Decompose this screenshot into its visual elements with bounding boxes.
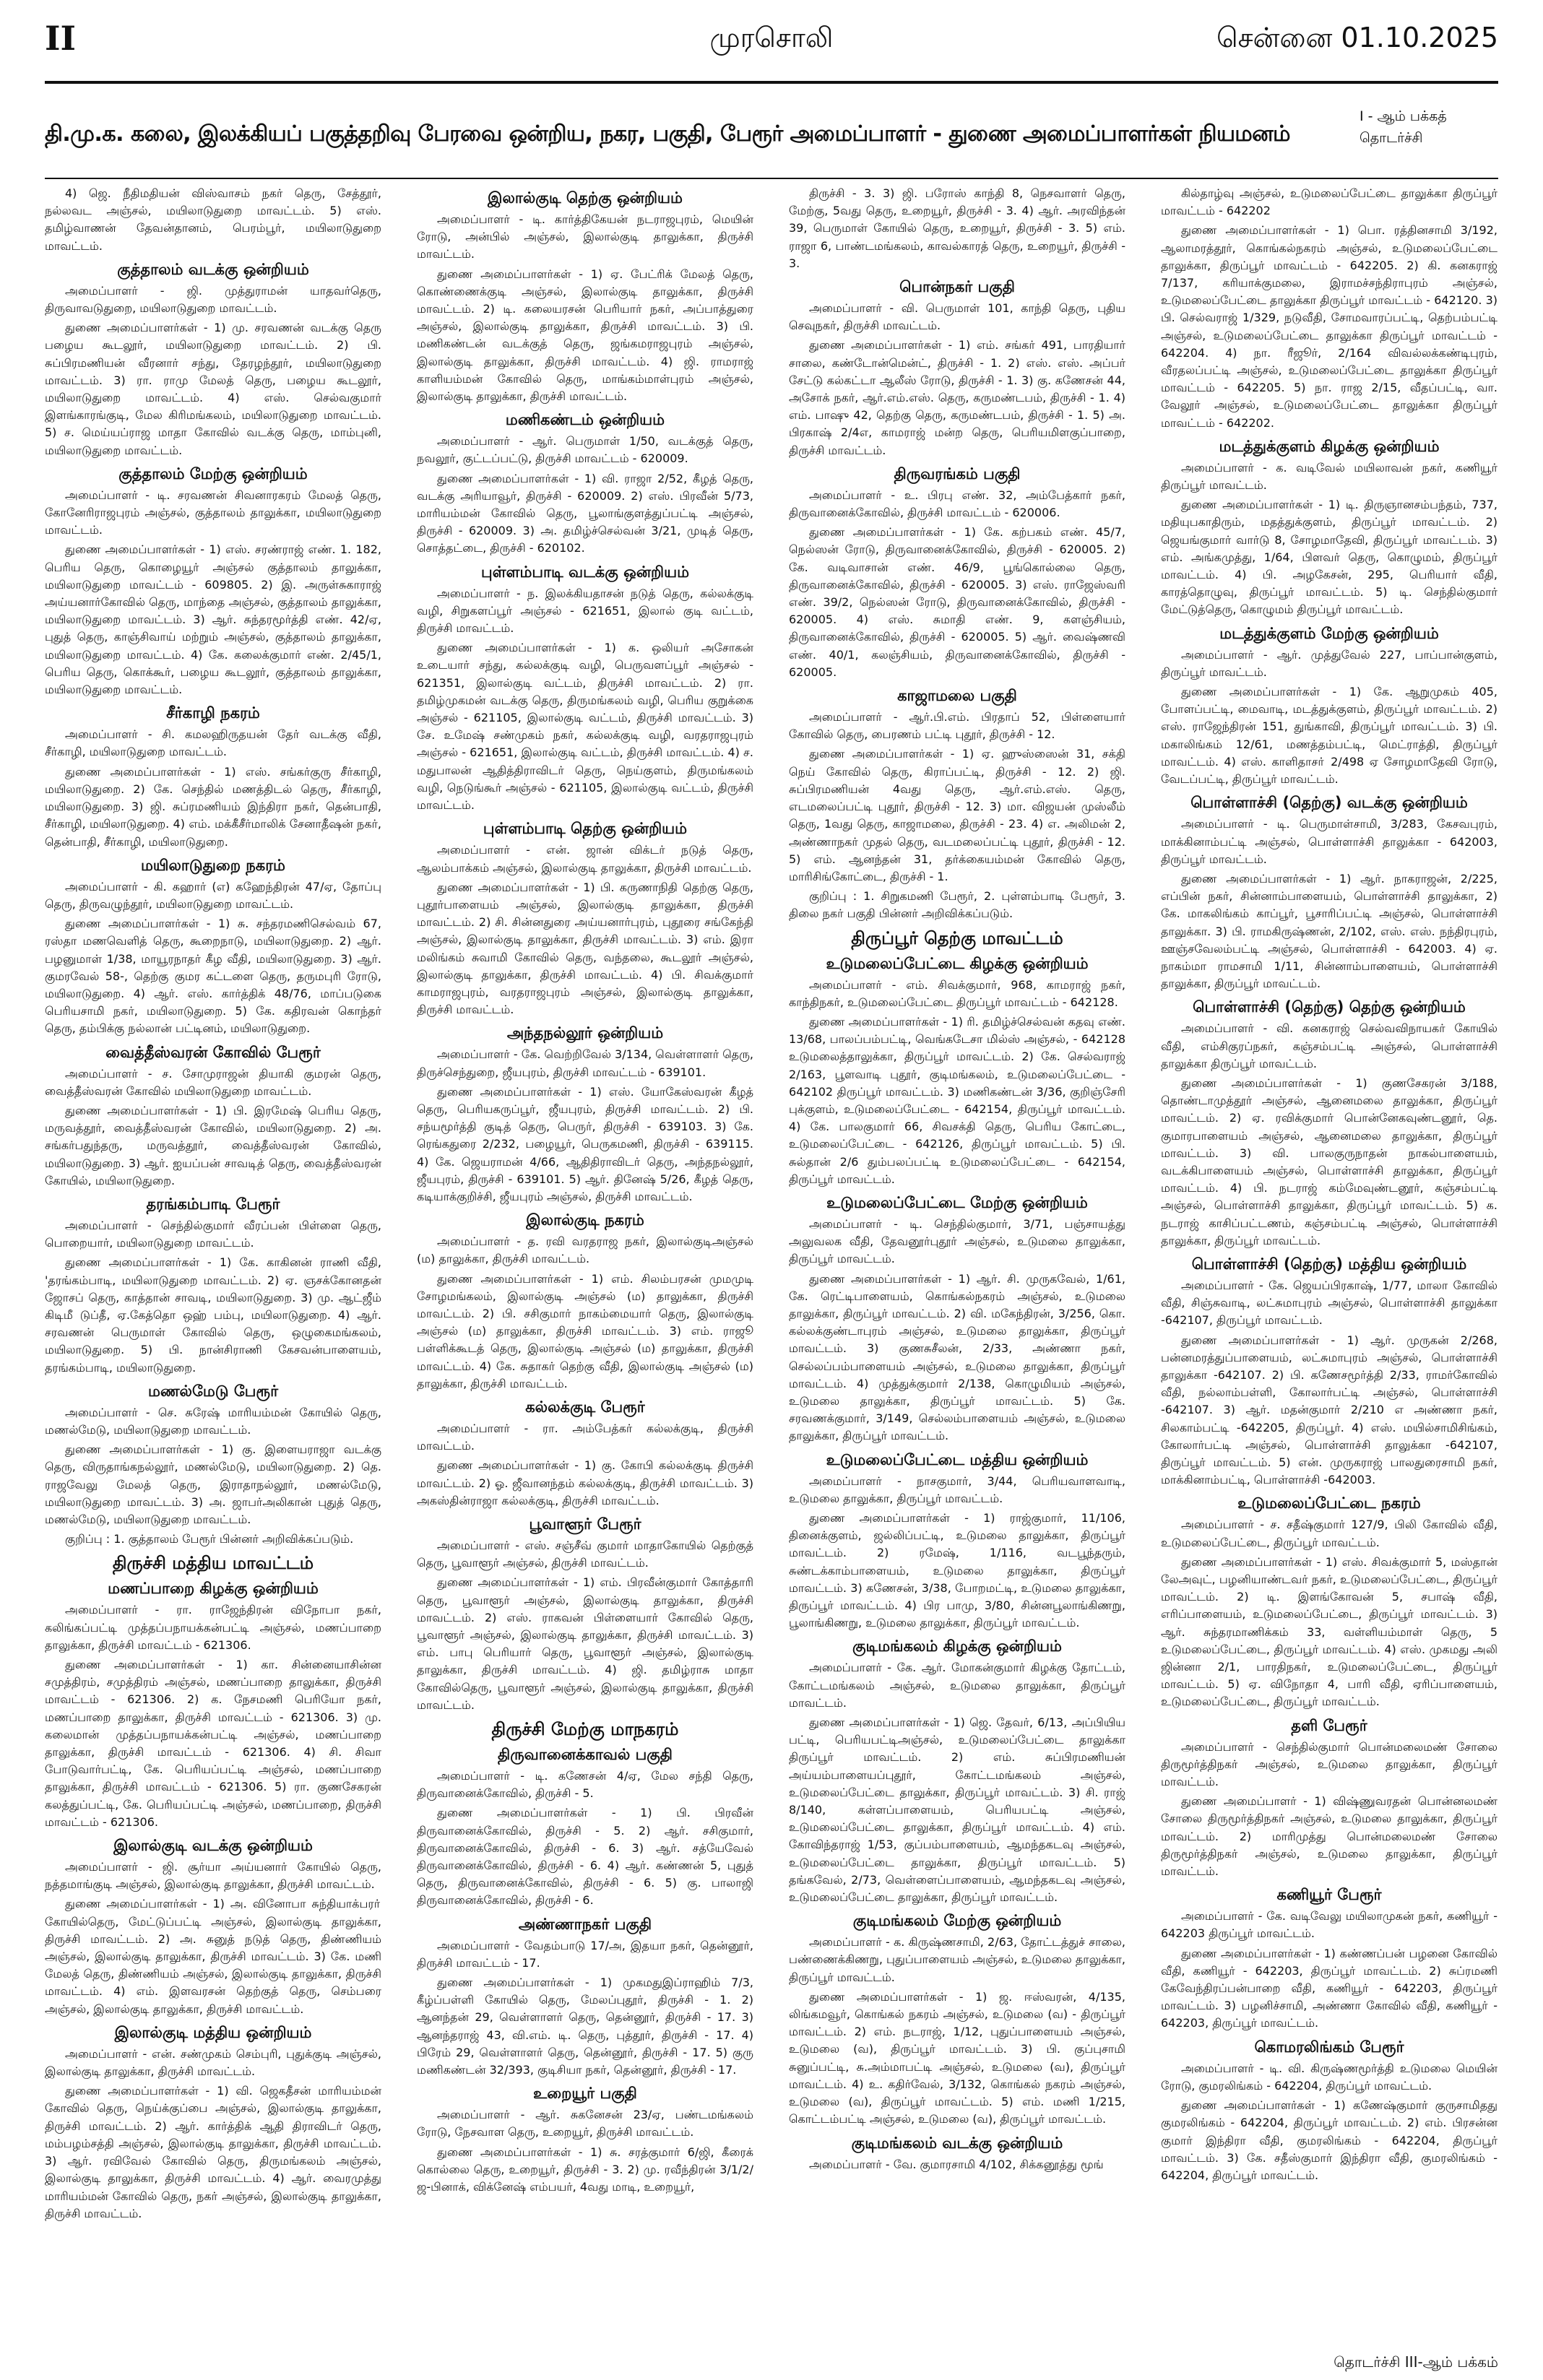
union-section bbox=[1161, 436, 1497, 619]
union-section bbox=[417, 1744, 753, 1910]
section-heading: உடுமலைப்பேட்டை நகரம் bbox=[1237, 1494, 1421, 1513]
section-heading: மணிகண்டம் ஒன்றியம் bbox=[505, 411, 665, 429]
masthead bbox=[45, 13, 1498, 79]
section-heading: மணப்பாறை கிழக்கு ஒன்றியம் bbox=[108, 1580, 319, 1598]
column-4 bbox=[1161, 185, 1497, 2345]
section-heading: காஜாமலை பகுதி bbox=[897, 687, 1017, 705]
appointment-paragraph: அமைப்பாளர் - வே. குமாரசாமி 4/102, சிக்கனூத்து மூங் bbox=[809, 2157, 1104, 2171]
appointment-paragraph: அமைப்பாளர் - ந. இலக்கியதாசன் நடுத் தெரு, கல்லக்குடி வழி, சிறுகளப்பூர் அஞ்சல் - 621651, இலால் குடி வட்டம், திருச்சி மாவட்டம். bbox=[417, 586, 753, 636]
appointment-paragraph: அமைப்பாளர் - வி. பெருமாள் 101, காந்தி தெரு, புதிய செவுநகர், திருச்சி மாவட்டம். bbox=[789, 301, 1125, 333]
union-section bbox=[789, 2133, 1125, 2173]
union-section bbox=[789, 1636, 1125, 1906]
section-heading: மடத்துக்குளம் கிழக்கு ஒன்றியம் bbox=[1219, 437, 1440, 455]
section-heading: குத்தாலம் மேற்கு ஒன்றியம் bbox=[118, 464, 308, 483]
appointment-paragraph: துணை அமைப்பாளர்கள் - 1) ஆர். நாகராஜன், 2/225, எப்பின் நகர், சின்னாம்பாளையம், பொள்ளாச்சி தாலுக்கா, 2) கே. மாகலிங்கம் காப்பூர், பூசாரிப்பட்டி அஞ்சல், பொள்ளாச்சி தாலுக்கா. 3) பி. ராமகிருஷ்ணன், 2/102, எஸ். எஸ். நந்திரபுரம், ஊஞ்சவேலம்பட்டி அஞ்சல், பொள்ளாச்சி - 642003. 4) ஏ. நாகம்மா ராமசாமி 1/11, சின்னாம்பாளையம், பொள்ளாச்சி தாலுக்கா, திருப்பூர் மாவட்டம். bbox=[1161, 871, 1497, 991]
union-section bbox=[789, 464, 1125, 681]
headline: தி.மு.க. கலை, இலக்கியப் பகுத்தறிவு பேரவை ஒன்றிய, நகர, பகுதி, பேரூர் அமைப்பாளர் - துணை அமைப்பாளர்கள் நியமனம் bbox=[45, 121, 1290, 147]
section-heading: திருவரங்கம் பகுதி bbox=[894, 464, 1021, 483]
union-section bbox=[1161, 792, 1497, 992]
appointment-paragraph: துணை அமைப்பாளர்கள் - 1) கு. கோபி கல்லக்குடி திருச்சி மாவட்டம். 2) ஓ. ஜீவானந்தம் கல்லக்குடி, திருச்சி மாவட்டம். 3) அகஸ்தின்ராஜா கல்லக்குடி, திருச்சி மாவட்டம். bbox=[417, 1458, 753, 1507]
section-heading: இலால்குடி வடக்கு ஒன்றியம் bbox=[113, 1837, 313, 1855]
appointment-paragraph: அமைப்பாளர் - கே. வடிவேலு மயிலாமுகன் நகர், கணியூர் - 642203 திருப்பூர் மாவட்டம். bbox=[1161, 1909, 1497, 1941]
appointment-paragraph: துணை அமைப்பாளர்கள் - 1) எஸ். யோகேஸ்வரன் கீழத் தெரு, பெரியகருப்பூர், ஜீயபுரம், திருச்சி மாவட்டம். 2) பி. சந்யமூர்த்தி குடித் தெரு, பெருர், திருச்சி - 639103. 3) கே. ரெங்கதுரை 2/232, பழையூர், பெருகமணி, திருச்சி - 639115. 4) கே. ஜெயராமன் 4/66, ஆதிதிராவிடர் தெரு, அந்தநல்லூர், ஜீயபுரம், திருச்சி - 639101. 5) ஆர். தினேஷ் 5/26, கீழத் தெரு, கடியாக்குறிச்சி, ஜீயபுரம் அஞ்சல், திருச்சி மாவட்டம். bbox=[417, 1084, 753, 1203]
appointment-paragraph: அமைப்பாளர் - டி. பெருமாள்சாமி, 3/283, கேசவபுரம், மாக்கினாம்பட்டி அஞ்சல், பொள்ளாச்சி தாலுக்கா - 642003, திருப்பூர் மாவட்டம். bbox=[1161, 817, 1497, 866]
appointment-paragraph: துணை அமைப்பாளர்கள் - 1) பி. இரமேஷ் பெரிய தெரு, மருவத்தூர், வைத்தீஸ்வரன் கோவில், மயிலாடுதுறை. 2) அ. சங்கர்பதுந்தரு, மருவத்தூர், வைத்தீஸ்வரன் கோவில், மயிலாடுதுறை. 3) ஆர். ஐயப்பன் சாவடித் தெரு, வைத்தீஸ்வரன் கோயில், மயிலாடுதுறை. bbox=[45, 1103, 381, 1187]
union-section bbox=[417, 1514, 753, 1714]
appointment-paragraph: துணை அமைப்பாளர்கள் - 1) கே. கற்பகம் எண். 45/7, நெல்ஸன் ரோடு, திருவானைக்கோவில், திருச்சி - 620005. 2) கே. வடிவாசான் எண். 46/9, பூங்கொல்லை தெரு, திருவானைக்கோவில், திருச்சி - 620005. 3) எஸ். ராஜேஸ்வரி எண். 39/2, நெல்ஸன் ரோடு, திருவானைக்கோவில், திருச்சி - 620005. 4) எஸ். சுமாதி எண். 9, களஞ்சியம், திருவானைக்கோவில், திருச்சி - 620005. 5) ஆர். வைஷ்ணவி எண். 40/1, கலஞ்சியம், திருவானைக்கோவில், திருச்சி - 620005. bbox=[789, 525, 1125, 679]
section-heading: சீர்காழி நகரம் bbox=[166, 704, 260, 722]
union-section bbox=[1161, 2037, 1497, 2184]
union-section bbox=[1161, 1493, 1497, 1710]
appointment-paragraph: துணை அமைப்பாளர்கள் - 1) வி. ராஜா 2/52, கீழத் தெரு, வடக்கு அரியாவூர், திருச்சி - 620009. 2) எஸ். பிரவீன் 5/73, மாரியம்மன் கோவில் தெரு, பூலாங்குளத்துப்பட்டி அஞ்சல், திருச்சி - 620009. 3) அ. தமிழ்ச்செல்வன் 3/21, முடித் தெரு, சொத்தட்டை, திருச்சி - 620102. bbox=[417, 471, 753, 555]
appointment-paragraph: துணை அமைப்பாளர்கள் - 1) கா. சின்னையாசின்ன சமுத்திரம், சமுத்திரம் அஞ்சல், மணப்பாறை தாலுக்கா, திருச்சி மாவட்டம் - 621306. 2) க. நேசமணி பெரியோ நகர், மணப்பாறை தாலுக்கா, திருச்சி மாவட்டம் - 621306. 3) மு. கலைமான் முத்தப்பநாயக்கன்பட்டி அஞ்சல், மணப்பாறை தாலுக்கா, திருச்சி மாவட்டம் - 621306. 4) சி. சிவா போடுவார்பட்டி, கே. பெரியப்பட்டி அஞ்சல், மணப்பாறை தாலுக்கா, திருச்சி மாவட்டம் - 621306. 5) ரா. குணசேகரன் கலத்துப்பட்டி, கே. பெரியப்பட்டி அஞ்சல், மணப்பாறை, திருச்சி மாவட்டம் - 621306. bbox=[45, 1658, 381, 1829]
appointment-paragraph: அமைப்பாளர் - என். சண்முகம் செம்புரி, புதுக்குடி அஞ்சல், இலால்குடி தாலுக்கா, திருச்சி மாவட்டம். bbox=[45, 2046, 381, 2079]
appointment-paragraph: துணை அமைப்பாளர்கள் - 1) ஏ. பேட்ரிக் மேலத் தெரு, கொண்ணைக்குடி அஞ்சல், இலால்குடி தாலுக்கா, திருச்சி மாவட்டம். 2) டி. கலையரசன் பெரியார் நகர், அப்பாத்துரை அஞ்சல், இலால்குடி தாலுக்கா, திருச்சி மாவட்டம். 3) பி. மணிகண்டன் வடக்குத் தெரு, ஜங்கமராஜபுரம் அஞ்சல், இலால்குடி தாலுக்கா, திருச்சி மாவட்டம். 4) ஜி. ராமராஜ் காளியம்மன் கோவில் தெரு, மாங்கம்மாள்புரம் அஞ்சல், இலால்குடி தாலுக்கா, திருச்சி மாவட்டம். bbox=[417, 267, 753, 404]
article-columns bbox=[45, 185, 1498, 2345]
continuation-line-2: தொடர்ச்சி bbox=[1360, 130, 1423, 146]
union-section bbox=[417, 562, 753, 815]
appointment-paragraph: துணை அமைப்பாளர்கள் - 1) கே. காகினன் ராணி வீதி, 'தரங்கம்பாடி, மயிலாடுதுறை மாவட்டம். 2) ஏ. ஞசக்கோனதன் ஜோசப் தெரு, காத்தான் சாவடி, மயிலாடுதுறை. 3) மு. ஆட்ஜீம் கிடிமீ டுப்தீ, ஏ.கேத்தொ ஒஹ் பம்பு, மயிலாடுதுறை. 4) ஆர். சரவணன் பெருமாள் கோவில் தெரு, ஒழுகைமங்கலம், மயிலாடுதுறை. 5) பி. நான்சிராணி கேசவன்பாளையம், தரங்கம்பாடி, மயிலாடுதுறை. bbox=[45, 1255, 381, 1375]
union-section bbox=[417, 188, 753, 405]
appointment-paragraph: துணை அமைப்பாளர்கள் - 1) க. ஒலியர் அசோகன் உடையார் சந்து, கல்லக்குடி வழி, பெருவளப்பூர் அஞ்சல் - 621351, இலால்குடி வட்டம், திருச்சி மாவட்டம். 2) ரா. தமிழ்முகமன் வடக்கு தெரு, திருமங்கலம் வழி, பெரிய குறுக்கை அஞ்சல் - 621105, இலால்குடி வட்டம், திருச்சி மாவட்டம். 3) சே. உமேஷ் சண்முகம் நகர், கல்லக்குடி வழி, வரதராஜபுரம் அஞ்சல் - 621651, இலால்குடி வட்டம், திருச்சி மாவட்டம். 4) ச. மதுபாலன் ஆதித்திராவிடர் தெரு, நெய்குளம், திருமங்கலம் வழி, நெடுங்கூர் அஞ்சல் - 621105, இலால்குடி வட்டம், திருச்சி மாவட்டம். bbox=[417, 641, 753, 813]
appointment-paragraph: அமைப்பாளர் - ஆர்.பி.எம். பிரதாப் 52, பிள்ளையார் கோவில் தெரு, பைரணம் பட்டி புதூர், திருச்சி - 12. bbox=[789, 710, 1125, 742]
section-heading: உறையூர் பகுதி bbox=[533, 2085, 637, 2103]
section-heading: உடுமலைப்பேட்டை கிழக்கு ஒன்றியம் bbox=[826, 954, 1089, 972]
union-section bbox=[417, 410, 753, 557]
appointment-paragraph: துணை அமைப்பாளர்கள் - 1) எஸ். சங்கர்குரு சீர்காழி, மயிலாடுதுறை. 2) கே. செந்தில் மணத்திடல் தெரு, சீர்காழி, மயிலாடுதுறை. 3) ஜி. சுப்ரமணியம் இந்திரா நகர், தென்பாதி, சீர்காழி, மயிலாடுதுறை. 4) எம். மக்கீசீர்மாலிக் சேனாதீஷன் நகர், தென்பாதி, சீர்காழி, மயிலாடுதுறை. bbox=[45, 764, 381, 849]
district-heading: திருச்சி மேற்கு மாநகரம் bbox=[491, 1719, 679, 1740]
appointment-paragraph: கில்தாழ்வு அஞ்சல், உடுமலைப்பேட்டை தாலுக்கா திருப்பூர் மாவட்டம் - 642202 bbox=[1161, 186, 1497, 218]
union-section bbox=[789, 1193, 1125, 1445]
union-section bbox=[1161, 1254, 1497, 1489]
appointment-paragraph: அமைப்பாளர் - ஆர். பெருமாள் 1/50, வடக்குத் தெரு, நவலூர், குட்டப்பட்டு, திருச்சி மாவட்டம் - 620009. bbox=[417, 434, 753, 466]
union-section bbox=[45, 703, 381, 850]
appointment-paragraph: அமைப்பாளர் - க. கிருஷ்ணசாமி, 2/63, தோட்டத்துச் சாலை, பண்ணைக்கிணறு, புதுப்பாளையம் அஞ்சல், உடுமலை தாலுக்கா, திருப்பூர் மாவட்டம். bbox=[789, 1935, 1125, 1984]
union-section bbox=[45, 464, 381, 698]
appointment-paragraph: அமைப்பாளர் - ரா. அம்பேத்கர் கல்லக்குடி, திருச்சி மாவட்டம். bbox=[417, 1421, 753, 1453]
section-heading: இலால்குடி தெற்கு ஒன்றியம் bbox=[488, 189, 683, 207]
union-section bbox=[417, 2083, 753, 2196]
union-section bbox=[417, 818, 753, 1018]
appointment-paragraph: அமைப்பாளர் - ஜி. முத்துராமன் யாதவர்தெரு, திருவாவடுதுறை, மயிலாடுதுறை மாவட்டம். bbox=[45, 283, 381, 316]
union-section bbox=[45, 185, 381, 255]
masthead-rule bbox=[45, 81, 1498, 84]
date-line: சென்னை 01.10.2025 bbox=[1216, 22, 1498, 53]
appointment-paragraph: அமைப்பாளர் - க. வடிவேல் மயிலாவன் நகர், கணியூர் திருப்பூர் மாவட்டம். bbox=[1161, 460, 1497, 493]
appointment-paragraph: துணை அமைப்பாளர்கள் - 1) கே. ஆறுமுகம் 405, போளப்பட்டி, மைவாடி, மடத்துக்குளம், திருப்பூர் மாவட்டம். 2) எஸ். ராஜேந்திரன் 151, துங்காவி, திருப்பூர் மாவட்டம். 3) பி. மகாலிங்கம் 12/61, மணத்தம்பட்டி, மெட்ராத்தி, திருப்பூர் மாவட்டம். 4) எஸ். காளிதாசா் 2/498 ஏ சோழமாதேவி ரோடு, வேடப்பட்டி, திருப்பூர் மாவட்டம். bbox=[1161, 685, 1497, 787]
appointment-paragraph: அமைப்பாளர் - செந்தில்குமார் வீரப்பன் பிள்ளை தெரு, பொறையார், மயிலாடுதுறை மாவட்டம். bbox=[45, 1218, 381, 1250]
section-heading: மடத்துக்குளம் மேற்கு ஒன்றியம் bbox=[1219, 624, 1439, 642]
section-heading: உடுமலைப்பேட்டை மத்திய ஒன்றியம் bbox=[826, 1450, 1089, 1468]
appointment-paragraph: அமைப்பாளர் - உ. பிரபு எண். 32, அம்பேத்கார் நகர், திருவானைக்கோவில், திருச்சி மாவட்டம் - 620006. bbox=[789, 488, 1125, 520]
appointment-paragraph: அமைப்பாளர் - ஆர். சுகனேசன் 23/ஏ, பண்டமங்கலம் ரோடு, நேசவாள தெரு, உறையூர், திருச்சி மாவட்டம். bbox=[417, 2108, 753, 2139]
union-section bbox=[417, 1914, 753, 2080]
appointment-paragraph: அமைப்பாளர் - ஆர். முத்துவேல் 227, பாப்பான்குளம், திருப்பூர் மாவட்டம். bbox=[1161, 647, 1497, 679]
appointment-paragraph: அமைப்பாளர் - ச. சதீஷ்குமார் 127/9, பிலி கோவில் வீதி, உடுமலைப்பேட்டை, திருப்பூர் மாவட்டம். bbox=[1161, 1518, 1497, 1549]
section-heading: தரங்கம்பாடி பேரூர் bbox=[146, 1195, 280, 1213]
section-heading: குடிமங்கலம் மேற்கு ஒன்றியம் bbox=[852, 1912, 1062, 1930]
appointment-paragraph: குறிப்பு : 1. சிறுகமணி பேரூர், 2. புள்ளம்பாடி பேரூர், 3. திலை நகர் பகுதி பின்னர் அறிவிக்கப்படும். bbox=[789, 889, 1125, 921]
continuation-note bbox=[1360, 105, 1497, 149]
union-section bbox=[789, 1911, 1125, 2128]
union-section bbox=[417, 1397, 753, 1510]
section-heading: கொமரலிங்கம் பேரூர் bbox=[1254, 2038, 1404, 2056]
appointment-paragraph: துணை அமைப்பாளர்கள் - 1) பி. கருணாநிதி தெற்கு தெரு, புதூர்பாளையம் அஞ்சல், இலால்குடி தாலுக்கா, திருச்சி மாவட்டம். 2) சி. சின்னதுரை அய்யனார்புரம், புதூரை சங்கேந்தி அஞ்சல், இலால்குடி தாலுக்கா, திருச்சி மாவட்டம். 3) எம். இரா மலிங்கம் சுவாமி கோவில் தெரு, வந்தலை, கூடலூர் அஞ்சல், இலால்குடி தாலுக்கா, திருச்சி மாவட்டம். 4) பி. சிவக்குமார் காமராஜபுரம், வரதராஜபுரம் அஞ்சல், இலால்குடி தாலுக்கா, திருச்சி மாவட்டம். bbox=[417, 880, 753, 1017]
section-heading: தளி பேரூர் bbox=[1291, 1716, 1367, 1734]
section-heading: புள்ளம்பாடி வடக்கு ஒன்றியம் bbox=[480, 563, 690, 581]
union-section bbox=[45, 1194, 381, 1377]
union-section bbox=[1161, 185, 1497, 432]
section-heading: பொள்ளாச்சி (தெற்கு) மத்திய ஒன்றியம் bbox=[1191, 1255, 1467, 1273]
appointment-paragraph: அமைப்பாளர் - டி. சரவணன் சிவனாரகரம் மேலத் தெரு, கோனேரிராஜபுரம் அஞ்சல், குத்தாலம் தாலுக்கா, மயிலாடுதுறை மாவட்டம். bbox=[45, 488, 381, 537]
union-section bbox=[45, 1835, 381, 2018]
section-heading: திருவானைக்காவல் பகுதி bbox=[497, 1746, 673, 1764]
union-section bbox=[1161, 1884, 1497, 2032]
appointment-paragraph: அமைப்பாளர் - வேதம்பாடு 17/அ, இதயா நகர், தென்னூர், திருச்சி மாவட்டம் - 17. bbox=[417, 1938, 753, 1970]
appointment-paragraph: அமைப்பாளர் - செந்தில்குமார் பொன்மலைமண் சோலை திருமூர்த்திநகர் அஞ்சல், உடுமலை தாலுக்கா, திருப்பூர் மாவட்டம். bbox=[1161, 1739, 1497, 1789]
appointment-paragraph: அமைப்பாளர் - ஜி. சூர்யா அய்யனார் கோயில் தெரு, நத்தமாங்குடி அஞ்சல், இலால்குடி தாலுக்கா, திருச்சி மாவட்டம். bbox=[45, 1860, 381, 1892]
union-section bbox=[1161, 997, 1497, 1250]
appointment-paragraph: துணை அமைப்பாளர்கள் - 1) எம். சங்கர் 491, பாரதியார் சாலை, கண்டோன்மென்ட், திருச்சி - 1. 2) எஸ். எஸ். அப்பர் சேட்டு கல்கட்டா ஆலீஸ் ரோடு, திருச்சி - 1. 3) கு. கணேசன் 44, அசோக் நகர், ஆர்.எம்.எஸ். தெரு, கருமண்டபம், திருச்சி - 1. 4) எம். பாஷு 42, தெற்கு தெரு, கருமண்டபம், திருச்சி - 1. 5) அ. பிரகாஷ் 2/4எ, காமராஜ் மன்ற தெரு, பெரியமிளகுப்பாறை, திருச்சி மாவட்டம். bbox=[789, 338, 1125, 457]
appointment-paragraph: திருச்சி - 3. 3) ஜி. பரோஸ் காந்தி 8, நெசவாளர் தெரு, மேற்கு, 5வது தெரு, உறையூர், திருச்சி - 3. 4) ஆர். அரவிந்தன் 39, பெருமாள் கோயில் தெரு, உறையூர், திருச்சி - 3. 5) எம். ராஜா 6, பாண்டமங்கலம், காவல்காரத் தெரு, உறையூர், திருச்சி - 3. bbox=[789, 186, 1125, 270]
appointment-paragraph: துணை அமைப்பாளர்கள் - 1) எம். பிரவீன்குமார் கோத்தாரி தெரு, பூவாளூர் அஞ்சல், இலால்குடி தாலுக்கா, திருச்சி மாவட்டம். 2) எஸ். ராகவன் பிள்ளையார் கோவில் தெரு, பூவாளூர் அஞ்சல், இலால்குடி தாலுக்கா, திருச்சி மாவட்டம். 3) எம். பாபு பெரியார் தெரு, பூவாளூர் அஞ்சல், இலால்குடி தாலுக்கா, திருச்சி மாவட்டம். 4) ஜி. தமிழ்ராசு மாதா கோவில்தெரு, பூவாளூர் அஞ்சல், இலால்குடி தாலுக்கா, திருச்சி மாவட்டம். bbox=[417, 1575, 753, 1712]
appointment-paragraph: துணை அமைப்பாளர்கள் - 1) ஆர். சி. முருகவேல், 1/61, கே. ரெட்டிபாளையம், கொங்கல்நகரம் அஞ்சல், உடுமலை தாலுக்கா, திருப்பூர் மாவட்டம். 2) வி. மகேந்திரன், 3/256, கொ. கல்லக்குண்டாபுரம் அஞ்சல், உடுமலை தாலுக்கா, திருப்பூர் மாவட்டம். 3) குணசுசீலன், 2/33, அண்ணா நகர், செல்லப்பம்பாளையம் அஞ்சல், உடுமலை தாலுக்கா, திருப்பூர் மாவட்டம். 4) முத்துக்குமார் 2/138, கொழுமியம் அஞ்சல், உடுமலை தாலுக்கா, திருப்பூர் மாவட்டம். 5) கே. சரவணக்குமார், 3/149, செல்லம்பாளையம் அஞ்சல், உடுமலை தாலுக்கா, திருப்பூர் மாவட்டம். bbox=[789, 1271, 1125, 1443]
union-section bbox=[45, 259, 381, 459]
section-heading: வைத்தீஸ்வரன் கோவில் பேரூர் bbox=[105, 1043, 321, 1061]
section-heading: பூவாளூர் பேரூர் bbox=[529, 1515, 641, 1533]
section-heading: கல்லக்குடி பேரூர் bbox=[525, 1398, 645, 1416]
appointment-paragraph: அமைப்பாளர் - எம். சிவக்குமார், 968, காமராஜ் நகர், காந்திநகர், உடுமலைப்பேட்டை திருப்பூர் மாவட்டம் - 642128. bbox=[789, 977, 1125, 1009]
column-1 bbox=[45, 185, 381, 2345]
section-heading: அந்தநல்லூர் ஒன்றியம் bbox=[506, 1024, 664, 1042]
section-heading: புள்ளம்பாடி தெற்கு ஒன்றியம் bbox=[483, 820, 688, 838]
appointment-paragraph: அமைப்பாளர் - டி. செந்தில்குமார், 3/71, பஞ்சாயத்து அலுவலக வீதி, தேவனூர்புதூர் அஞ்சல், உடுமலை தாலுக்கா, திருப்பூர் மாவட்டம். bbox=[789, 1216, 1125, 1266]
appointment-paragraph: துணை அமைப்பாளர்கள் - 1) சு. சந்தரமணிசெல்வம் 67, ரஸ்தா மணவெளித் தெரு, கூறைநாடு, மயிலாடுதுறை. 2) ஆர். பழனுமாள் 1/38, மாயூரநாதர் கீழ வீதி, மயிலாடுதுறை. 3) ஆர். குமரவேல் 58-, தெற்கு குமர கட்டளை தெரு, தருமபுரி ரோடு, மயிலாடுதுறை. 4) ஆர். எஸ். கார்த்திக் 48/76, மாப்படுகை பெரியசாமி நகர், மயிலாடுதுறை. 5) கே. கதிரவன் கொந்தர் தெரு, தம்பிக்கு நல்லான் பட்டினம், மயிலாடுதுறை. bbox=[45, 917, 381, 1036]
section-heading: பொள்ளாச்சி (தெற்கு) வடக்கு ஒன்றியம் bbox=[1190, 794, 1468, 812]
appointment-paragraph: துணை அமைப்பாளர்கள் - 1) முகமதுஇப்ராஹிம் 7/3, கீழ்ப்பள்ளி கோயில் தெரு, மேலப்புதூர், திருச்சி - 1. 2) ஆனந்தன் 29, வெள்ளாளர் தெரு, தென்னூர், திருச்சி - 17. 3) ஆனந்தராஜ் 43, வி.எம். டி. தெரு, புத்தூர், திருச்சி - 17. 4) பிரேம் 29, வெள்ளாளர் தெரு, தென்னூர், திருச்சி - 17. 5) குரு மணிகண்டன் 32/393, குடிசியா நகர், தென்னூர், திருச்சி - 17. bbox=[417, 1976, 753, 2077]
union-section bbox=[45, 1381, 381, 1549]
headline-rule bbox=[45, 178, 1498, 179]
appointment-paragraph: அமைப்பாளர் - கி. கஹார் (எ) கஹேந்திரன் 47/ஏ, தோப்பு தெரு, திருவழுந்தூர், மயிலாடுதுறை மாவட்டம். bbox=[45, 879, 381, 911]
appointment-paragraph: அமைப்பாளர் - டி. வி. கிருஷ்ணமூர்த்தி உடுமலை மெயின் ரோடு, குமரலிங்கம் - 642204, திருப்பூர் மாவட்டம். bbox=[1161, 2061, 1497, 2093]
paper-name: முரசொலி bbox=[709, 22, 834, 53]
page-number: II bbox=[45, 19, 77, 58]
appointment-paragraph: அமைப்பாளர் - செ. சுரேஷ் மாரியம்மன் கோயில் தெரு, மணல்மேடு, மயிலாடுதுறை மாவட்டம். bbox=[45, 1405, 381, 1437]
union-section bbox=[789, 277, 1125, 459]
union-section bbox=[45, 2022, 381, 2223]
union-section bbox=[45, 855, 381, 1038]
section-heading: இலால்குடி மத்திய ஒன்றியம் bbox=[114, 2023, 312, 2041]
union-section bbox=[789, 685, 1125, 922]
section-heading: உடுமலைப்பேட்டை மேற்கு ஒன்றியம் bbox=[826, 1193, 1088, 1211]
union-section bbox=[417, 1210, 753, 1393]
appointment-paragraph: அமைப்பாளர் - கே. ஆர். மோகன்குமார் கிழக்கு தோட்டம், கோட்டமங்கலம் அஞ்சல், உடுமலை தாலுக்கா, திருப்பூர் மாவட்டம். bbox=[789, 1661, 1125, 1710]
district-section bbox=[417, 1718, 753, 1740]
appointment-paragraph: அமைப்பாளர் - கே. ஜெயப்பிரகாஷ், 1/77, மாலா கோவில் வீதி, சிஞ்சுவாடி, லட்சுமாபுரம் அஞ்சல், பொள்ளாச்சி தாலுக்கா -642107, திருப்பூர் மாவட்டம். bbox=[1161, 1278, 1497, 1328]
district-section bbox=[45, 1552, 381, 1574]
appointment-paragraph: 4) ஜெ. நீதிமதியன் விஸ்வாசம் நகர் தெரு, சேத்தூர், நல்லவட அஞ்சல், மயிலாடுதுறை மாவட்டம். 5) எஸ். தமிழ்வாணன் தேவன்தானம், பெரம்பூர், மயிலாடுதுறை மாவட்டம். bbox=[45, 186, 381, 253]
appointment-paragraph: துணை அமைப்பாளர்கள் - 1) ஏ. ஹுஸ்ஸைன் 31, சக்தி நெய் கோவில் தெரு, கிராப்பட்டி, திருச்சி - 12. 2) ஜி. சுப்பிரமணியன் 4வது தெரு, ஆர்.எம்.எஸ். தெரு, எடமலைப்பட்டி புதூர், திருச்சி - 12. 3) மா. விஜயன் முஸ்லீம் தெரு, 1வது தெரு, காஜாமலை, திருச்சி - 23. 4) எ. அலிமன் 2, அண்ணாநகர் முதல் தெரு, வடமலைப்பட்டி புதூர், திருச்சி - 12. 5) எம். ஆனந்தன் 31, தர்க்கையம்மன் கோவில் தெரு, மாரிசிங்கோட்டை, திருச்சி - 1. bbox=[789, 747, 1125, 883]
section-heading: அண்ணாநகர் பகுதி bbox=[518, 1915, 652, 1933]
section-heading: குத்தாலம் வடக்கு ஒன்றியம் bbox=[117, 260, 309, 278]
appointment-paragraph: துணை அமைப்பாளர்கள் - 1) ராஜ்குமார், 11/106, தினைக்குளம், ஜல்லிப்பட்டி, உடுமலை தாலுக்கா, திருப்பூர் மாவட்டம். 2) ரமேஷ், 1/116, வடபூந்தரும், சுண்டக்காம்பாளையம், உடுமலை தாலுக்கா, திருப்பூர் மாவட்டம். 3) கணேசன், 3/38, போறமட்டி, உடுமலை தாலுக்கா, திருப்பூர் மாவட்டம். 4) பிர பாமு, 3/80, சின்னபூலாங்கிணறு, பூலாங்கிணறு, உடுமலை தாலுக்கா, திருப்பூர் மாவட்டம். bbox=[789, 1511, 1125, 1630]
appointment-paragraph: துணை அமைப்பாளர்கள் - 1) வி. ஜெகதீசன் மாரியம்மன் கோவில் தெரு, நெய்க்குப்பை அஞ்சல், இலால்குடி தாலுக்கா, திருச்சி மாவட்டம். 2) ஆர். கார்த்திக் ஆதி திராவிடர் தெரு, மம்பழம்சத்தி அஞ்சல், இலால்குடி தாலுக்கா, திருச்சி மாவட்டம். 3) ஆர். ரவிவேல் கோவில் தெரு, திருமங்கலம் அஞ்சல், இலால்குடி தாலுக்கா, திருச்சி மாவட்டம். 4) ஆர். வைரமுத்து மாரியம்மன் கோவில் தெரு, நகர் அஞ்சல், இலால்குடி தாலுக்கா, திருச்சி மாவட்டம். bbox=[45, 2084, 381, 2220]
appointment-paragraph: அமைப்பாளர் - வி. கனகராஜ் செல்வவிநாயகர் கோயில் வீதி, எம்சிகுரப்நகர், கஞ்சம்பட்டி அஞ்சல், பொள்ளாச்சி தாலுக்கா திருப்பூர் மாவட்டம். bbox=[1161, 1021, 1497, 1070]
appointment-paragraph: துணை அமைப்பாளர்கள் - 1) எம். சிலம்பரசன் முமமுடி சோழமங்கலம், இலால்குடி அஞ்சல் (ம) தாலுக்கா, திருச்சி மாவட்டம். 2) பி. சசிகுமார் நாகம்மையார் தெரு, இலால்குடி அஞ்சல் (ம) தாலுக்கா, திருச்சி மாவட்டம். 3) எம். ராஜூ பள்ளிக்கூடத் தெரு, இலால்குடி அஞ்சல் (ம) தாலுக்கா, திருச்சி மாவட்டம். 4) கே. சுதாகர் தெற்கு வீதி, இலால்குடி அஞ்சல் (ம) தாலுக்கா, திருச்சி மாவட்டம். bbox=[417, 1271, 753, 1390]
appointment-paragraph: துணை அமைப்பாளர்கள் - 1) மு. சரவணன் வடக்கு தெரு பழைய கூடலூர், மயிலாடுதுறை மாவட்டம். 2) பி. சுப்பிரமணியன் வீரனார் சந்து, தேரழந்தூர், மயிலாடுதுறை மாவட்டம். 3) ரா. ராமு மேலத் தெரு, பழைய கூடலூர், மயிலாடுதுறை மாவட்டம். 4) எஸ். செல்வகுமார் இளங்காரங்குடி, மேல கிரிமங்கலம், மயிலாடுதுறை மாவட்டம். 5) ச. மெய்யப்ராஜ மாதா கோவில் வடக்கு தெரு, மாம்புனி, மயிலாடுதுறை மாவட்டம். bbox=[45, 321, 381, 457]
column-2 bbox=[417, 185, 753, 2345]
appointment-paragraph: அமைப்பாளர் - ச. சோமுராஜன் தியாகி குமரன் தெரு, வைத்தீஸ்வரன் கோவில் மயிலாடுதுறை மாவட்டம். bbox=[45, 1066, 381, 1098]
section-heading: கணியூர் பேரூர் bbox=[1276, 1886, 1382, 1904]
union-section bbox=[1161, 623, 1497, 789]
appointment-paragraph: அமைப்பாளர் - கே. வெற்றிவேல் 3/134, வெள்ளாளர் தெரு, திருச்செந்துறை, ஜீயபுரம், திருச்சி மாவட்டம் - 639101. bbox=[417, 1047, 753, 1079]
appointment-paragraph: துணை அமைப்பாளர்கள் - 1) ஆர். முருகன் 2/268, பன்னமரத்துப்பாளையம், லட்சுமாபுரம் அஞ்சல், பொள்ளாச்சி தாலுக்கா -642107. 2) பி. கணேசமூர்த்தி 2/33, ராமர்கோவில் வீதி, நல்லாம்பள்ளி, கோலார்பட்டி அஞ்சல், பொள்ளாச்சி -642107. 3) ஆர். மதன்குமார் 2/210 எ அண்ணா நகர், சிலகாம்பட்டி -642205, திருப்பூர். 4) எஸ். மயில்சாமிசிங்கம், கோலார்பட்டி அஞ்சல், பொள்ளாச்சி தாலுக்கா -642107, திருப்பூர் மாவட்டம். 5) என். முருகராஜ் பாலதுரைசாமி நகர், மாக்கினாம்பட்டி, பொள்ளாச்சி -642003. bbox=[1161, 1333, 1497, 1487]
union-section bbox=[1161, 1715, 1497, 1881]
section-heading: மயிலாடுதுறை நகரம் bbox=[141, 856, 285, 874]
section-heading: பொள்ளாச்சி (தெற்கு) தெற்கு ஒன்றியம் bbox=[1193, 998, 1466, 1016]
district-heading: திருப்பூர் தெற்கு மாவட்டம் bbox=[851, 927, 1063, 948]
appointment-paragraph: அமைப்பாளர் - டி. கணேசன் 4/ஏ, மேல சந்தி தெரு, திருவானைக்கோவில், திருச்சி - 5. bbox=[417, 1769, 753, 1801]
appointment-paragraph: துணை அமைப்பாளர்கள் - 1) குணசேகரன் 3/188, தொண்டாமுத்தூர் அஞ்சல், ஆனைமலை தாலுக்கா, திருப்பூர் மாவட்டம். 2) ஏ. ரவிக்குமார் பொன்னேகவுண்டனூர், தெ. குமாரபாளையம் அஞ்சல், ஆனைமலை தாலுக்கா, திருப்பூர் மாவட்டம். 3) வி. பாலகுருநாதன் நாகல்பாளையம், வடக்கிபாளையம் அஞ்சல், பொள்ளாச்சி தாலுக்கா, திருப்பூர் மாவட்டம். 4) பி. நடராஜ் கம்மேவுண்டனூர், கஞ்சம்பட்டி அஞ்சல், பொள்ளாச்சி தாலுக்கா, திருப்பூர் மாவட்டம். 5) க. நடராஜ் காசிப்பட்டணம், கஞ்சம்பட்டி அஞ்சல், பொள்ளாச்சி தாலுக்கா, திருப்பூர் மாவட்டம். bbox=[1161, 1076, 1497, 1247]
union-section bbox=[45, 1042, 381, 1190]
appointment-paragraph: துணை அமைப்பாளர்கள் - 1) ஜெ. தேவர், 6/13, அப்பியிய பட்டி, பெரியபட்டிஅஞ்சல், உடுமலைப்பேட்டை தாலுக்கா திருப்பூர் மாவட்டம். 2) எம். சுப்பிரமணியன் அய்யம்பாளையப்புதூர், கோட்டமங்கலம் அஞ்சல், உடுமலைப்பேட்டை தாலுக்கா, திருப்பூர் மாவட்டம். 3) சி. ராஜ் 8/140, கள்ளப்பாளையம், பெரியபட்டி அஞ்சல், உடுமலைப்பேட்டை தாலுக்கா, திருப்பூர் மாவட்டம். 4) எம். கோவிந்தராஜ் 1/53, குப்பம்பாளையம், ஆமந்தகடவு அஞ்சல், உடுமலைப்பேட்டை தாலுக்கா, திருப்பூர் மாவட்டம். 5) தங்கவேல், 2/73, வெள்ளைப்பாளையம், ஆமந்தகடவு அஞ்சல், உடுமலைப்பேட்டை தாலுக்கா, திருப்பூர் மாவட்டம். bbox=[789, 1715, 1125, 1905]
appointment-paragraph: துணை அமைப்பாளர்கள் - 1) பி. பிரவீன் திருவானைக்கோவில், திருச்சி - 5. 2) ஆர். சசிகுமார், திருவானைக்கோவில், திருச்சி - 6. 3) ஆர். சத்யேவேல் திருவானைக்கோவில், திருச்சி - 6. 4) ஆர். கண்ணன் 5, புதுத் தெரு, திருவானைக்கோவில், திருச்சி - 6. 5) கு. பாலாஜி திருவானைக்கோவில், திருச்சி - 6. bbox=[417, 1806, 753, 1908]
appointment-paragraph: குறிப்பு : 1. குத்தாலம் பேரூர் பின்னர் அறிவிக்கப்படும். bbox=[65, 1532, 354, 1546]
union-section bbox=[789, 185, 1125, 272]
section-heading: மணல்மேடு பேரூர் bbox=[147, 1382, 279, 1400]
appointment-paragraph: துணை அமைப்பாளர் - 1) விஷ்ணுவரதன் பொன்னலமண் சோலை திருமூர்த்திநகர் அஞ்சல், உடுமலை தாலுக்கா, திருப்பூர் மாவட்டம். 2) மாரிமுத்து பொன்மலைமண் சோலை திருமூர்த்திநகர் அஞ்சல், உடுமலை தாலுக்கா, திருப்பூர் மாவட்டம். bbox=[1161, 1794, 1497, 1879]
section-heading: குடிமங்கலம் கிழக்கு ஒன்றியம் bbox=[852, 1637, 1062, 1656]
appointment-paragraph: அமைப்பாளர் - த. ரவி வரதராஜ நகர், இலால்குடிஅஞ்சல் (ம) தாலுக்கா, திருச்சி மாவட்டம். bbox=[417, 1234, 753, 1266]
appointment-paragraph: துணை அமைப்பாளர்கள் - 1) ஜ. ஈஸ்வரன், 4/135, லிங்கமவூர், கொங்கல் நகரம் அஞ்சல், உடுமலை (வ) - திருப்பூர் மாவட்டம். 2) எம். நடராஜ், 1/12, புதுப்பாளையம் அஞ்சல், உடுமலை (வ), திருப்பூர் மாவட்டம். 3) பி. குப்புசாமி சுனுப்பட்டி, சு.அம்மாபட்டி அஞ்சல், உடுமலை (வ), திருப்பூர் மாவட்டம். 4) உ. கதிர்வேல், 3/132, கொங்கல் நகரம் அஞ்சல், உடுமலை (வ), திருப்பூர் மாவட்டம். 5) எம். மணி 1/215, கொட்டம்பட்டி அஞ்சல், உடுமலை (வ), திருப்பூர் மாவட்டம். bbox=[789, 1989, 1125, 2126]
section-heading: இலால்குடி நகரம் bbox=[526, 1211, 644, 1229]
appointment-paragraph: துணை அமைப்பாளர்கள் - 1) கு. இளையராஜா வடக்கு தெரு, விருதாங்கநல்லூர், மணல்மேடு, மயிலாடுதுறை. 2) தெ. ராஜவேலு மேலத் தெரு, இராதாநல்லூர், மணல்மேடு, மயிலாடுதுறை மாவட்டம். 3) அ. ஜாபர்அலிகான் புதுத் தெரு, மணல்மேடு, மயிலாடுதுறை மாவட்டம். bbox=[45, 1442, 381, 1526]
union-section bbox=[45, 1578, 381, 1831]
appointment-paragraph: துணை அமைப்பாளர்கள் - 1) டி. திருஞானசம்பந்தம், 737, மதியுபகாதிரும், மதத்துக்குளம், திருப்பூர் மாவட்டம். 2) ஜெயங்குமார் வார்டு 8, சோழமாதேவி, திருப்பூர் மாவட்டம். 3) எம். அங்கமுத்து, 1/64, பிளவர் தெரு, கொழுமம், திருப்பூர் மாவட்டம். 4) பி. அழகேசன், 295, பெரியார் வீதி, காரத்தொழுவு, திருப்பூர் மாவட்டம். 5) டி. செந்தில்குமார் மேட்டுத்தெரு, கொழுமம் திருப்பூர் மாவட்டம். bbox=[1161, 498, 1497, 617]
union-section bbox=[789, 1450, 1125, 1632]
appointment-paragraph: துணை அமைப்பாளர்கள் - 1) பொ. ரத்தினசாமி 3/192, ஆலாமரத்தூர், கொங்கல்நகரம் அஞ்சல், உடுமலைப்பேட்டை தாலுக்கா, திருப்பூர் மாவட்டம் - 642205. 2) கி. கனகராஜ் 7/137, கரியாக்குமலை, இராமச்சந்திராபுரம் அஞ்சல், உடுமலைப்பேட்டை தாலுக்கா திருப்பூர் மாவட்டம் - 642120. 3) பி. செல்வராஜ் 1/329, நடுவீதி, சோமவாரப்பட்டி, தெற்பம்பட்டி அஞ்சல், உடுமலைப்பேட்டை தாலுக்கா திருப்பூர் மாவட்டம் - 642204. 4) நா. ரீஜூர், 2/164 விவல்லக்கண்டிபுரம், வீரதலப்பட்டி அஞ்சல், உடுமலைப்பேட்டை தாலுக்கா திருப்பூர் மாவட்டம் - 642205. 5) நா. ராஜ 2/15, வீதப்பட்டி, வா. வேலூர் அஞ்சல், உடுமலைப்பேட்டை தாலுக்கா திருப்பூர் மாவட்டம் - 642202. bbox=[1161, 223, 1497, 430]
appointment-paragraph: துணை அமைப்பாளர்கள் - 1) ரி. தமிழ்ச்செல்வன் கதவு எண். 13/68, பாலப்பம்பட்டி, வெங்கடேசா மில்ஸ் அஞ்சல், - 642128 உடுமலைத்தாலுக்கா, திருப்பூர் மாவட்டம். 2) கே. செல்வராஜ் 2/163, பூளவாடி புதூர், குடிமங்கலம், உடுமலைப்பேட்டை - 642102 திருப்பூர் மாவட்டம். 3) மணிகண்டன் 3/36, குறிஞ்சேரி புக்குளம், உடுமலைப்பேட்டை - 642154, திருப்பூர் மாவட்டம். 4) கே. பாலகுமார் 66, சிவசக்தி தெரு, பெரிய கோட்டை, உடுமலைப்பேட்டை - 642126, திருப்பூர் மாவட்டம். 5) பி. சுல்தான் 2/6 தும்பலப்பட்டி உடுமலைப்பேட்டை - 642154, திருப்பூர் மாவட்டம். bbox=[789, 1014, 1125, 1186]
district-heading: திருச்சி மத்திய மாவட்டம் bbox=[112, 1553, 314, 1574]
appointment-paragraph: துணை அமைப்பாளர்கள் - 1) கண்ணப்பன் பழனை கோவில் வீதி, கணியூர் - 642203, திருப்பூர் மாவட்டம். 2) சுப்ரமணி கேவேந்திரப்பன்பாறை வீதி, கணியூர் - 642203, திருப்பூர் மாவட்டம். 3) பழனிச்சாமி, அண்ணா கோவில் வீதி, கணியூர் - 642203, திருப்பூர் மாவட்டம். bbox=[1161, 1946, 1497, 2030]
appointment-paragraph: துணை அமைப்பாளர்கள் - 1) எஸ். சரண்ராஜ் எண். 1. 182, பெரிய தெரு, கொழையூர் அஞ்சல் குத்தாலம் தாலுக்கா, மயிலாடுதுறை மாவட்டம் - 609805. 2) இ. அருள்சுகாராஜ் அய்யனார்கோவில் தெரு, மாந்தை அஞ்சல், குத்தாலம் தாலுக்கா, மயிலாடுதுறை மாவட்டம். 3) ஆர். சுந்தரமூர்த்தி எண். 42/ஏ, புதுத் தெரு, காஞ்சிவாய் மற்றும் அஞ்சல், குத்தாலம் தாலுக்கா, மயிலாடுதுறை மாவட்டம். 4) கே. கலைக்குமார் எண். 2/45/1, பெரிய தெரு, கொக்கூர், பழைய கூடலூர், குத்தாலம் தாலுக்கா, மயிலாடுதுறை மாவட்டம். bbox=[45, 542, 381, 697]
appointment-paragraph: அமைப்பாளர் - எஸ். சஞ்சீவ் குமார் மாதாகோயில் தெற்குத் தெரு, பூவாளூர் அஞ்சல், திருச்சி மாவட்டம். bbox=[417, 1539, 753, 1570]
continued-footer: தொடர்ச்சி III-ஆம் பக்கம் bbox=[1334, 2353, 1498, 2371]
union-section bbox=[789, 953, 1125, 1188]
appointment-paragraph: துணை அமைப்பாளர்கள் - 1) அ. வினோபா சுந்தியாக்பரா் கோயில்தெரு, மேட்டுப்பட்டி அஞ்சல், இலால்குடி தாலுக்கா, திருச்சி மாவட்டம். 2) அ. சுனுத் நடுத் தெரு, திண்ணியம் அஞ்சல், இலால்குடி தாலுக்கா, திருச்சி மாவட்டம். 3) கே. மணி மேலத் தெரு, திண்ணியம் அஞ்சல், இலால்குடி தாலுக்கா, திருச்சி மாவட்டம். 4) எம். இளவரசன் தெற்குத் தெரு, செம்பரை அஞ்சல், இலால்குடி தாலுக்கா, திருச்சி மாவட்டம். bbox=[45, 1897, 381, 2016]
appointment-paragraph: அமைப்பாளர் - நாசகுமார், 3/44, பெரியவாளவாடி, உடுமலை தாலுக்கா, திருப்பூர் மாவட்டம். bbox=[789, 1474, 1125, 1505]
appointment-paragraph: துணை அமைப்பாளர்கள் - 1) கணேஷ்குமார் குருசாமிதது குமரலிங்கம் - 642204, திருப்பூர் மாவட்டம். 2) எம். பிரசன்ன குமார் இந்திரா வீதி, குமரலிங்கம் - 642204, திருப்பூர் மாவட்டம். 3) கே. சதீஸ்குமார் இந்திரா வீதி, குமரலிங்கம் - 642204, திருப்பூர் மாவட்டம். bbox=[1161, 2098, 1497, 2182]
appointment-paragraph: அமைப்பாளர் - சி. கமலஹிருதயன் தேர் வடக்கு வீதி, சீர்காழி, மயிலாடுதுறை மாவட்டம். bbox=[45, 727, 381, 759]
appointment-paragraph: அமைப்பாளர் - டி. கார்த்திகேயன் நடராஜபுரம், மெயின் ரோடு, அன்பில் அஞ்சல், இலால்குடி தாலுக்கா, திருச்சி மாவட்டம். bbox=[417, 212, 753, 261]
section-heading: பொன்நகர் பகுதி bbox=[899, 278, 1015, 296]
appointment-paragraph: துணை அமைப்பாளர்கள் - 1) சு. சரத்குமார் 6/ஜி, கீரைக் கொல்லை தெரு, உறையூர், திருச்சி - 3. 2) மு. ரவீந்திரன் 3/1/2/ஜ-பினாக், விக்னேஷ் எம்பயர், 4வது மாடி, உறையூர், bbox=[417, 2145, 753, 2194]
appointment-paragraph: துணை அமைப்பாளர்கள் - 1) எஸ். சிவக்குமார் 5, மஸ்தான் லேஅவுட், பழனியாண்டவர் நகர், உடுமலைப்பேட்டை, திருப்பூர் மாவட்டம். 2) டி. இளங்கோவன் 5, சபாஷ் வீதி, எரிப்பாளையம், உடுமலைப்பேட்டை, திருப்பூர் மாவட்டம். 3) ஆர். சுந்தரமாணிக்கம் 33, வள்ளியம்மாள் தெரு, 5 உடுமலைப்பேட்டை, திருப்பூர் மாவட்டம். 4) எஸ். முகமது அலி ஜின்னா 2/1, பாரதிநகர், உடுமலைப்பேட்டை, திருப்பூர் மாவட்டம். 5) ஏ. விநோதா 4, பாரி வீதி, ஏரிப்பாளையம், உடுமலைப்பேட்டை, திருப்பூர் மாவட்டம். bbox=[1161, 1554, 1497, 1709]
appointment-paragraph: அமைப்பாளர் - ரா. ராஜேந்திரன் விநோபா நகர், கலிங்கப்பட்டி முத்தப்பநாயக்கன்பட்டி அஞ்சல், மணப்பாறை தாலுக்கா, திருச்சி மாவட்டம் - 621306. bbox=[45, 1603, 381, 1652]
section-heading: குடிமங்கலம் வடக்கு ஒன்றியம் bbox=[851, 2134, 1063, 2152]
column-3 bbox=[789, 185, 1125, 2345]
appointment-paragraph: அமைப்பாளர் - என். ஜான் விக்டர் நடுத் தெரு, ஆலம்பாக்கம் அஞ்சல், இலால்குடி தாலுக்கா, திருச்சி மாவட்டம். bbox=[417, 843, 753, 875]
continuation-line-1: I - ஆம் பக்கத் bbox=[1360, 108, 1447, 124]
district-section bbox=[789, 927, 1125, 949]
union-section bbox=[417, 1023, 753, 1206]
